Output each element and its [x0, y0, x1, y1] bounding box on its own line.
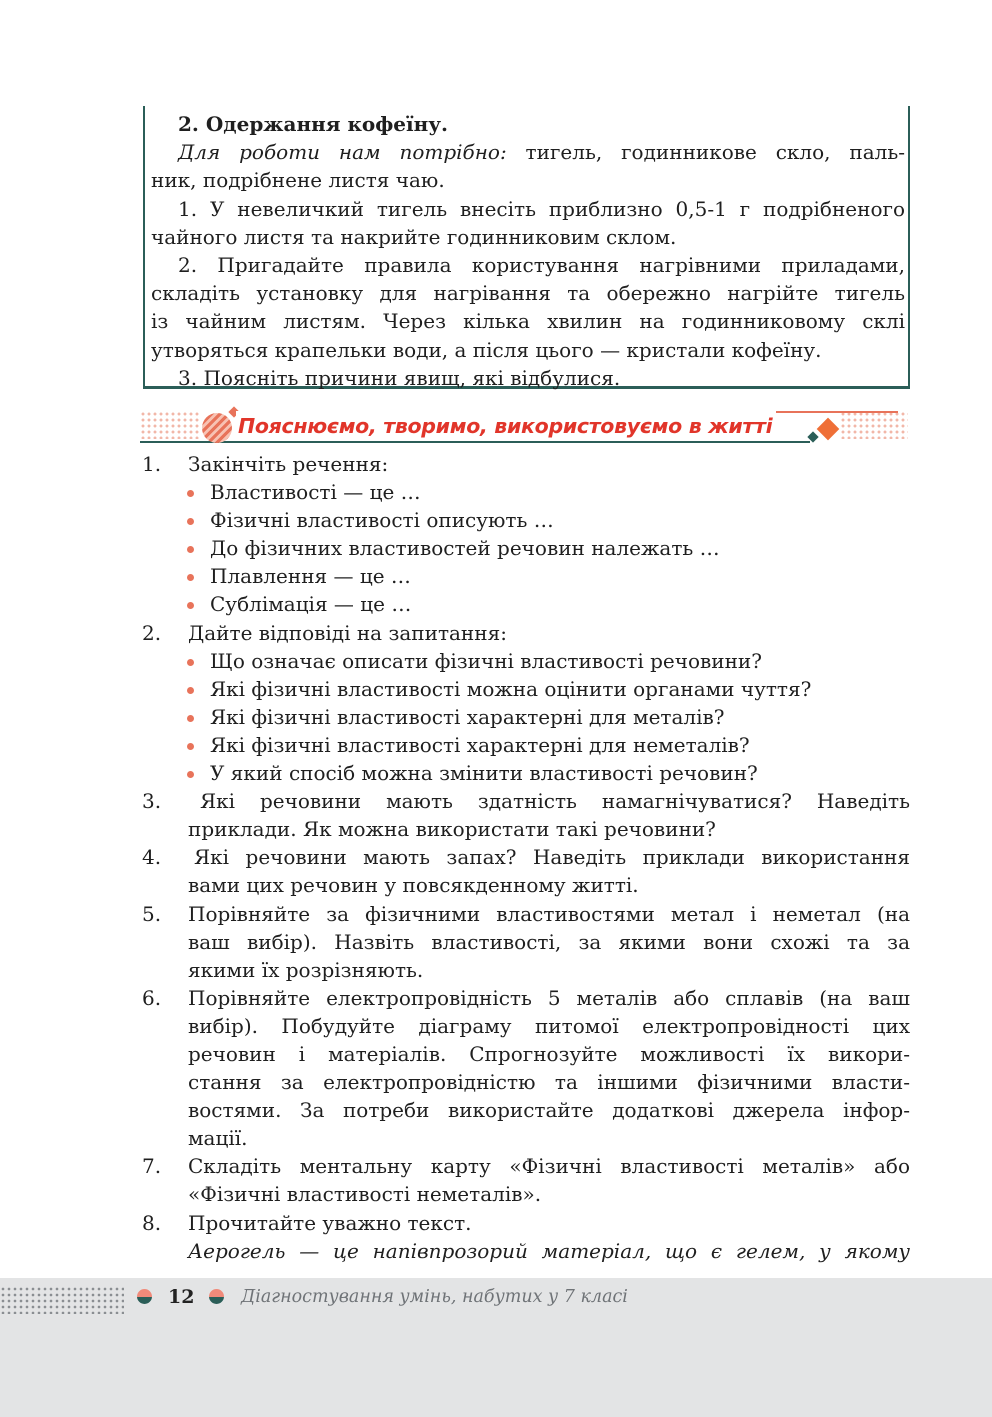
item-number: 3.: [142, 789, 162, 814]
lab-intro-rest: тигель, годинникове скло, паль-: [506, 140, 905, 165]
bullet-text: Сублімація — це …: [210, 592, 412, 617]
list-item: [142, 984, 910, 1012]
running-title: Діагностування умінь, набутих у 7 класі: [241, 1287, 628, 1307]
bullet-icon: [187, 743, 194, 750]
diamond-icon: [817, 418, 840, 441]
ball-icon: [137, 1289, 152, 1304]
bullet-item: [142, 590, 910, 618]
item-number: 6.: [142, 985, 162, 1010]
bullet-text: Фізичні властивості описують …: [210, 508, 554, 533]
dots-decoration: [140, 411, 200, 439]
lab-step-1-cont: чайного листя та накрийте годинниковим склом.: [151, 224, 677, 249]
list-item-cont: ваш вибір). Назвіть властивості, за якими вони схожі та за: [188, 929, 910, 954]
lab-step-2: 2. Пригадайте правила користування нагрівними приладами,: [178, 253, 905, 278]
list-item: [142, 900, 910, 928]
item-text: Порівняйте за фізичними властивостями метал і неметал (на: [188, 901, 910, 926]
bullet-icon: [187, 771, 194, 778]
list-item: [142, 1152, 910, 1180]
item-text: Які речовини мають здатність намагнічуватися? Наведіть: [200, 789, 910, 814]
bullet-item: [142, 506, 910, 534]
bullet-item: [142, 562, 910, 590]
bullet-item: [142, 731, 910, 759]
ball-icon: [209, 1289, 224, 1304]
list-item-cont: речовин і матеріалів. Спрогнозуйте можливості їх викори-: [188, 1041, 910, 1066]
bullet-item: [142, 675, 910, 703]
lab-procedure-box: [143, 106, 910, 389]
bullet-icon: [187, 602, 194, 609]
lab-step-1: 1. У невеличкий тигель внесіть приблизно 0,5-1 г подрібненого: [178, 196, 905, 221]
lab-intro-line-2: ник, подрібнене листя чаю.: [151, 168, 445, 193]
bullet-text: Що означає описати фізичні властивості речовини?: [210, 648, 762, 673]
item-number: 8.: [142, 1210, 162, 1235]
list-item: [142, 787, 910, 815]
section-header: [140, 405, 910, 445]
item-text: Які речовини мають запах? Наведіть приклади використання: [194, 845, 910, 870]
lab-step-2-cont: утворяться крапельки води, а після цього — кристали кофеїну.: [151, 337, 822, 362]
lab-intro-line: [151, 138, 905, 166]
list-item-cont: востями. За потреби використайте додаткові джерела інфор-: [188, 1098, 910, 1123]
questions-list: [142, 450, 910, 1265]
bullet-text: До фізичних властивостей речовин належать …: [210, 536, 720, 561]
bullet-icon: [187, 659, 194, 666]
bullet-item: [142, 759, 910, 787]
list-item: [142, 1209, 910, 1237]
list-item-cont: «Фізичні властивості неметалів».: [188, 1182, 542, 1207]
bullet-text: Властивості — це …: [210, 480, 421, 505]
bullet-icon: [187, 715, 194, 722]
bullet-text: Плавлення — це …: [210, 564, 411, 589]
page-footer: [0, 1278, 992, 1417]
bullet-icon: [187, 490, 194, 497]
bullet-icon: [187, 574, 194, 581]
list-item: [142, 619, 910, 647]
page-number: 12: [168, 1286, 195, 1308]
list-item-cont: вами цих речовин у повсякденному житті.: [188, 873, 639, 898]
item-text: Закінчіть речення:: [188, 452, 389, 476]
lab-step-2-cont: складіть установку для нагрівання та обережно нагрійте тигель: [151, 281, 905, 306]
dots-decoration: [0, 1286, 124, 1314]
item-number: 2.: [142, 620, 162, 645]
bullet-item: [142, 647, 910, 675]
dots-decoration: [840, 411, 908, 439]
list-item-cont: якими їх розрізняють.: [188, 957, 424, 982]
item-text: Порівняйте електропровідність 5 металів або сплавів (на ваш: [188, 985, 910, 1010]
item-number: 5.: [142, 901, 162, 926]
bullet-text: Які фізичні властивості характерні для металів?: [210, 704, 725, 729]
list-item-cont: приклади. Як можна використати такі речовини?: [188, 817, 716, 842]
bullet-item: [142, 534, 910, 562]
list-item: [142, 843, 910, 871]
bullet-icon: [187, 518, 194, 525]
lab-intro-italic: Для роботи нам потрібно:: [178, 140, 507, 165]
item-text: Прочитайте уважно текст.: [188, 1210, 472, 1235]
list-item-cont: мації.: [188, 1126, 248, 1151]
bullet-icon: [187, 546, 194, 553]
list-item: [142, 450, 910, 478]
bullet-text: Які фізичні властивості характерні для неметалів?: [210, 732, 750, 757]
bullet-icon: [187, 687, 194, 694]
section-title: Пояснюємо, творимо, використовуємо в житті: [236, 411, 776, 441]
quote-text: Аерогель — це напівпрозорий матеріал, що є гелем, у якому: [188, 1238, 910, 1263]
item-number: 4.: [142, 845, 162, 870]
bullet-text: У який спосіб можна змінити властивості речовин?: [210, 761, 758, 786]
bullet-text: Які фізичні властивості можна оцінити органами чуття?: [210, 676, 812, 701]
item-text: Дайте відповіді на запитання:: [188, 620, 507, 645]
lab-step-3: 3. Поясніть причини явищ, які відбулися.: [178, 365, 621, 390]
lab-title: 2. Одержання кофеїну.: [178, 112, 449, 136]
header-line-bottom: [140, 441, 810, 443]
striped-circle-icon: [202, 413, 232, 443]
list-item-cont: стання за електропровідністю та іншими фізичними власти-: [188, 1070, 910, 1095]
bullet-item: [142, 478, 910, 506]
bullet-item: [142, 703, 910, 731]
item-number: 7.: [142, 1154, 162, 1179]
item-text: Складіть ментальну карту «Фізичні властивості металів» або: [188, 1154, 910, 1179]
list-item-cont: вибір). Побудуйте діаграму питомої електропровідності цих: [188, 1013, 910, 1038]
lab-step-2-cont: із чайним листям. Через кілька хвилин на годинниковому склі: [151, 309, 905, 334]
item-number: 1.: [142, 452, 162, 476]
